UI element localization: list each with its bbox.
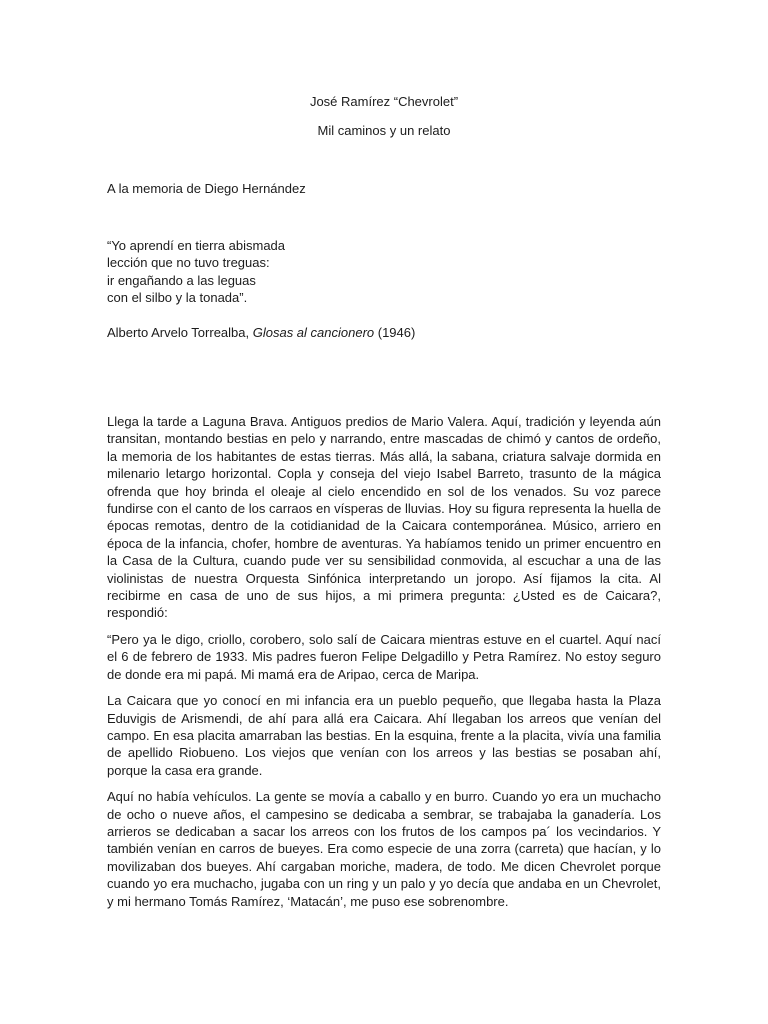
paragraph: “Pero ya le digo, criollo, corobero, solo salí de Caicara mientras estuve en el cuartel. Aquí nací el 6 de febrero de 1933. Mis padres fueron Felipe Delgadillo y Petra Ramírez. No estoy seguro de donde era mi papá. Mi mamá era de Aripao, cerca de Maripa. — [107, 631, 661, 682]
epigraph-poem — [107, 237, 661, 307]
poem-line: ir engañando a las leguas — [107, 272, 256, 288]
dedication: A la memoria de Diego Hernández — [107, 181, 306, 196]
poem-line: “Yo aprendí en tierra abismada — [107, 238, 286, 253]
poem-line: con el silbo y la tonada”. — [107, 290, 248, 306]
paragraph: La Caicara que yo conocí en mi infancia era un pueblo pequeño, que llegaba hasta la Plaza Eduvigis de Arismendi, de ahí para allá era Caicara. Ahí llegaban los arreos que venían del campo. En esa placita amarraban las bestias. En la esquina, frente a la placita, vivía una familia de apellido Riobueno. Los viejos que venían con los arreos y las bestias se posaban ahí, porque la casa era grande. — [107, 693, 661, 778]
body-text — [107, 413, 661, 919]
poem-line: lección que no tuvo treguas: — [107, 255, 270, 271]
paragraph: Llega la tarde a Laguna Brava. Antiguos predios de Mario Valera. Aquí, tradición y leyenda aún transitan, montando bestias en pelo y narrando, entre mascadas de chimó y cantos de ordeño, la memoria de los habitantes de estas tierras. Más allá, la sabana, criatura salvaje dormida en milenario letargo horizontal. Copla y conseja del viejo Isabel Barreto, trasunto de la mágica ofrenda que hoy brinda el oleaje al cielo encendido en sol de los venados. Su voz parece fundirse con el canto de los carraos en vísperas de lluvias. Hoy su figura representa la huella de épocas remotas, dentro de la cotidianidad de la Caicara contemporánea. Músico, arriero en época de la infancia, chofer, hombre de aventuras. Ya habíamos tenido un primer encuentro en la Casa de la Cultura, cuando pude ver su sensibilidad conmovida, al escuchar a una de las violinistas de nuestra Orquesta Sinfónica interpretando un joropo. Así fijamos la cita. Al recibirme en casa de uno de sus hijos, a mi primera pregunta: ¿Usted es de Caicara?, respondió: — [107, 414, 661, 621]
epigraph-attribution — [107, 324, 661, 341]
document-subtitle: Mil caminos y un relato — [317, 123, 451, 138]
document-title: José Ramírez “Chevrolet” — [309, 94, 459, 109]
attribution-year: (1946) — [374, 325, 416, 340]
paragraph: Aquí no había vehículos. La gente se movía a caballo y en burro. Cuando yo era un muchacho de ocho o nueve años, el campesino se dedicaba a sembrar, se trabajaba la ganadería. Los arrieros se dedicaban a sacar los arreos con los frutos de los campos pa´ los vecindarios. Y también venían en carros de bueyes. Era como especie de una zorra (carreta) que hacían, y lo movilizaban dos bueyes. Ahí cargaban moriche, madera, de todo. Me dicen Chevrolet porque cuando yo era muchacho, jugaba con un ring y un palo y yo decía que andaba en un Chevrolet, y mi hermano Tomás Ramírez, ‘Matacán’, me puso ese sobrenombre. — [107, 789, 661, 909]
attribution-author: Alberto Arvelo Torrealba, — [107, 325, 253, 340]
attribution-work: Glosas al cancionero — [252, 325, 375, 340]
